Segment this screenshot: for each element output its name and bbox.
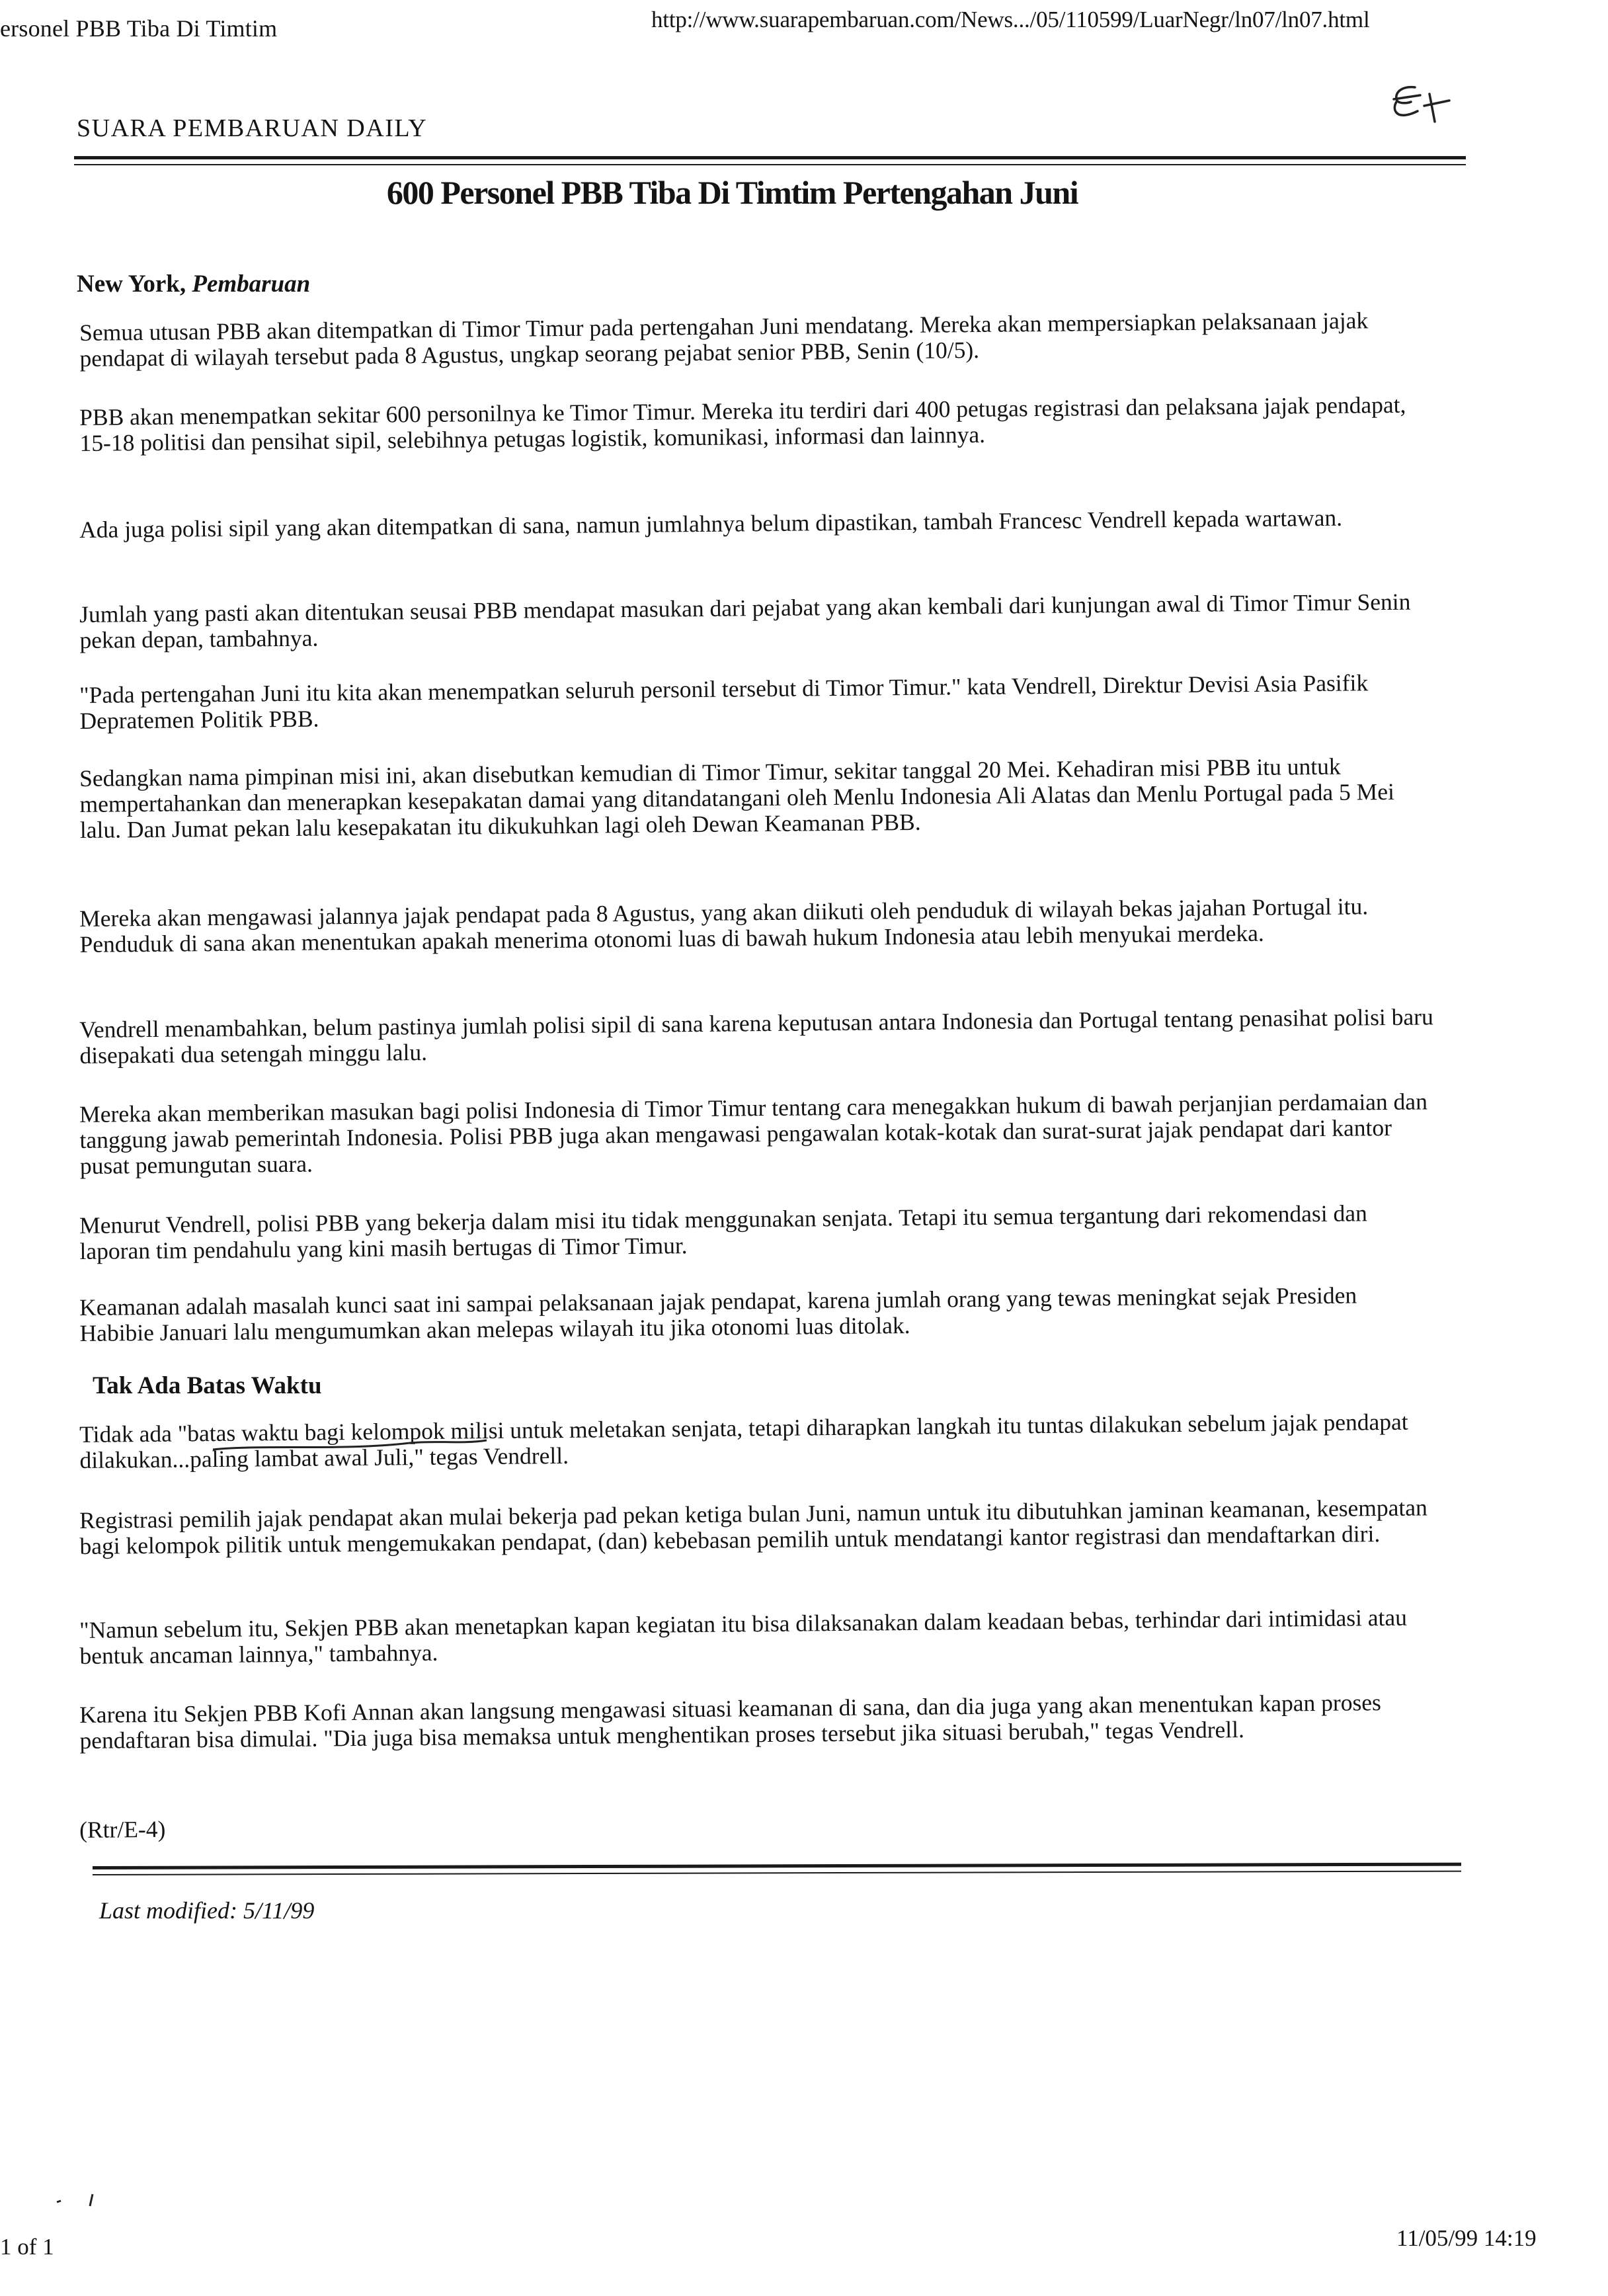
article-paragraph: Ada juga polisi sipil yang akan ditempatkan di sana, namun jumlahnya belum dipastikan, tambah Francesc Vendrell kepada wartawan. bbox=[79, 504, 1343, 543]
last-modified: Last modified: 5/11/99 bbox=[99, 1897, 315, 1924]
print-header-url: http://www.suarapembaruan.com/News.../05/110599/LuarNegr/ln07/ln07.html bbox=[651, 7, 1370, 32]
article-paragraph: Mereka akan memberikan masukan bagi polisi Indonesia di Timor Timur tentang cara menegakkan hukum di bawah perjanjian perdamaian dan tanggung jawab pemerintah Indonesia. Polisi PBB juga akan mengawasi pengawalan kotak-kotak dan surat-surat jajak pendapat dari kantor pusat pemungutan suara. bbox=[79, 1088, 1428, 1179]
article-paragraph: PBB akan menempatkan sekitar 600 personilnya ke Timor Timur. Mereka itu terdiri dari 400 petugas registrasi dan pelaksana jajak pendapat, 15-18 politisi dan pensihat sipil, selebihnya petugas logistik, komunikasi, informasi dan lainnya. bbox=[79, 391, 1406, 456]
footer-rule-thin bbox=[93, 1871, 1461, 1875]
article-paragraph: Registrasi pemilih jajak pendapat akan mulai bekerja pad pekan ketiga bulan Juni, namun untuk itu dibutuhkan jaminan keamanan, kesempatan bagi kelompok pilitik untuk mengemukakan pendapat, (dan) kebebasan pemilih untuk mendatangi kantor registrasi dan mendaftarkan diri. bbox=[79, 1494, 1427, 1559]
article-paragraph: Jumlah yang pasti akan ditentukan seusai PBB mendapat masukan dari pejabat yang akan kembali dari kunjungan awal di Timor Timur Senin pekan depan, tambahnya. bbox=[79, 588, 1411, 653]
article-paragraph: Vendrell menambahkan, belum pastinya jumlah polisi sipil di sana karena keputusan antara Indonesia dan Portugal tentang penasihat polisi baru disepakati dua setengah minggu lalu. bbox=[79, 1003, 1433, 1069]
print-page-count: 1 of 1 bbox=[0, 2234, 54, 2260]
handwritten-mark bbox=[1388, 79, 1461, 132]
masthead-rule-thin bbox=[74, 164, 1466, 165]
article-paragraph: Karena itu Sekjen PBB Kofi Annan akan langsung mengawasi situasi keamanan di sana, dan dia juga yang akan menentukan kapan proses pendaftaran bisa dimulai. "Dia juga bisa memaksa untuk menghentikan proses tersebut jika situasi berubah," tegas Vendrell. bbox=[79, 1689, 1382, 1754]
masthead-rule-thick bbox=[74, 156, 1466, 159]
article-subhead: Tak Ada Batas Waktu bbox=[93, 1372, 322, 1399]
article-paragraph: "Namun sebelum itu, Sekjen PBB akan menetapkan kapan kegiatan itu bisa dilaksanakan dalam keadaan bebas, terhindar dari intimidasi atau bentuk ancaman lainnya," tambahnya. bbox=[79, 1604, 1408, 1669]
pen-underline-mark bbox=[212, 1435, 489, 1455]
article-headline: 600 Personel PBB Tiba Di Timtim Pertengahan Juni bbox=[386, 174, 1078, 211]
article-paragraph: Semua utusan PBB akan ditempatkan di Timor Timur pada pertengahan Juni mendatang. Mereka akan mempersiapkan pelaksanaan jajak pendapat di wilayah tersebut pada 8 Agustus, ungkap seorang pejabat senior PBB, Senin (10/5). bbox=[79, 307, 1369, 372]
scan-specks bbox=[53, 2189, 112, 2215]
article-paragraph: Keamanan adalah masalah kunci saat ini sampai pelaksanaan jajak pendapat, karena jumlah orang yang tewas meningkat sejak Presiden Habibie Januari lalu mengumumkan akan melepas wilayah itu jika otonomi luas ditolak. bbox=[79, 1282, 1357, 1346]
article-paragraph: "Pada pertengahan Juni itu kita akan menempatkan seluruh personil tersebut di Timor Timur." kata Vendrell, Direktur Devisi Asia Pasifik Depratemen Politik PBB. bbox=[79, 669, 1369, 734]
article-byline: (Rtr/E-4) bbox=[79, 1815, 166, 1843]
dateline-city: New York, bbox=[77, 270, 186, 298]
dateline bbox=[77, 270, 310, 298]
article-paragraph: Sedangkan nama pimpinan misi ini, akan disebutkan kemudian di Timor Timur, sekitar tanggal 20 Mei. Kehadiran misi PBB itu untuk mempertahankan dan menerapkan kesepakatan damai yang ditandatangani oleh Menlu Indonesia Ali Alatas dan Menlu Portugal pada 5 Mei lalu. Dan Jumat pekan lalu kesepakatan itu dikukuhkan lagi oleh Dewan Keamanan PBB. bbox=[79, 753, 1395, 843]
print-timestamp: 11/05/99 14:19 bbox=[1396, 2225, 1537, 2251]
article-paragraph: Menurut Vendrell, polisi PBB yang bekerja dalam misi itu tidak menggunakan senjata. Tetapi itu semua tergantung dari rekomendasi dan laporan tim pendahulu yang kini masih bertugas di Timor Timur. bbox=[79, 1200, 1367, 1264]
dateline-source: Pembaruan bbox=[192, 270, 311, 298]
footer-rule-thick bbox=[93, 1863, 1461, 1869]
article-paragraph: Tidak ada "batas waktu bagi kelompok milisi untuk meletakan senjata, tetapi diharapkan langkah itu tuntas dilakukan sebelum jajak pendapat dilakukan...paling lambat awal Juli," tegas Vendrell. bbox=[79, 1408, 1408, 1473]
print-header-title: ersonel PBB Tiba Di Timtim bbox=[0, 15, 278, 42]
masthead: SUARA PEMBARUAN DAILY bbox=[77, 114, 428, 142]
article-paragraph: Mereka akan mengawasi jalannya jajak pendapat pada 8 Agustus, yang akan diikuti oleh penduduk di wilayah bekas jajahan Portugal itu. Penduduk di sana akan menentukan apakah menerima otonomi luas di bawah hukum Indonesia atau lebih menyukai merdeka. bbox=[79, 893, 1369, 958]
